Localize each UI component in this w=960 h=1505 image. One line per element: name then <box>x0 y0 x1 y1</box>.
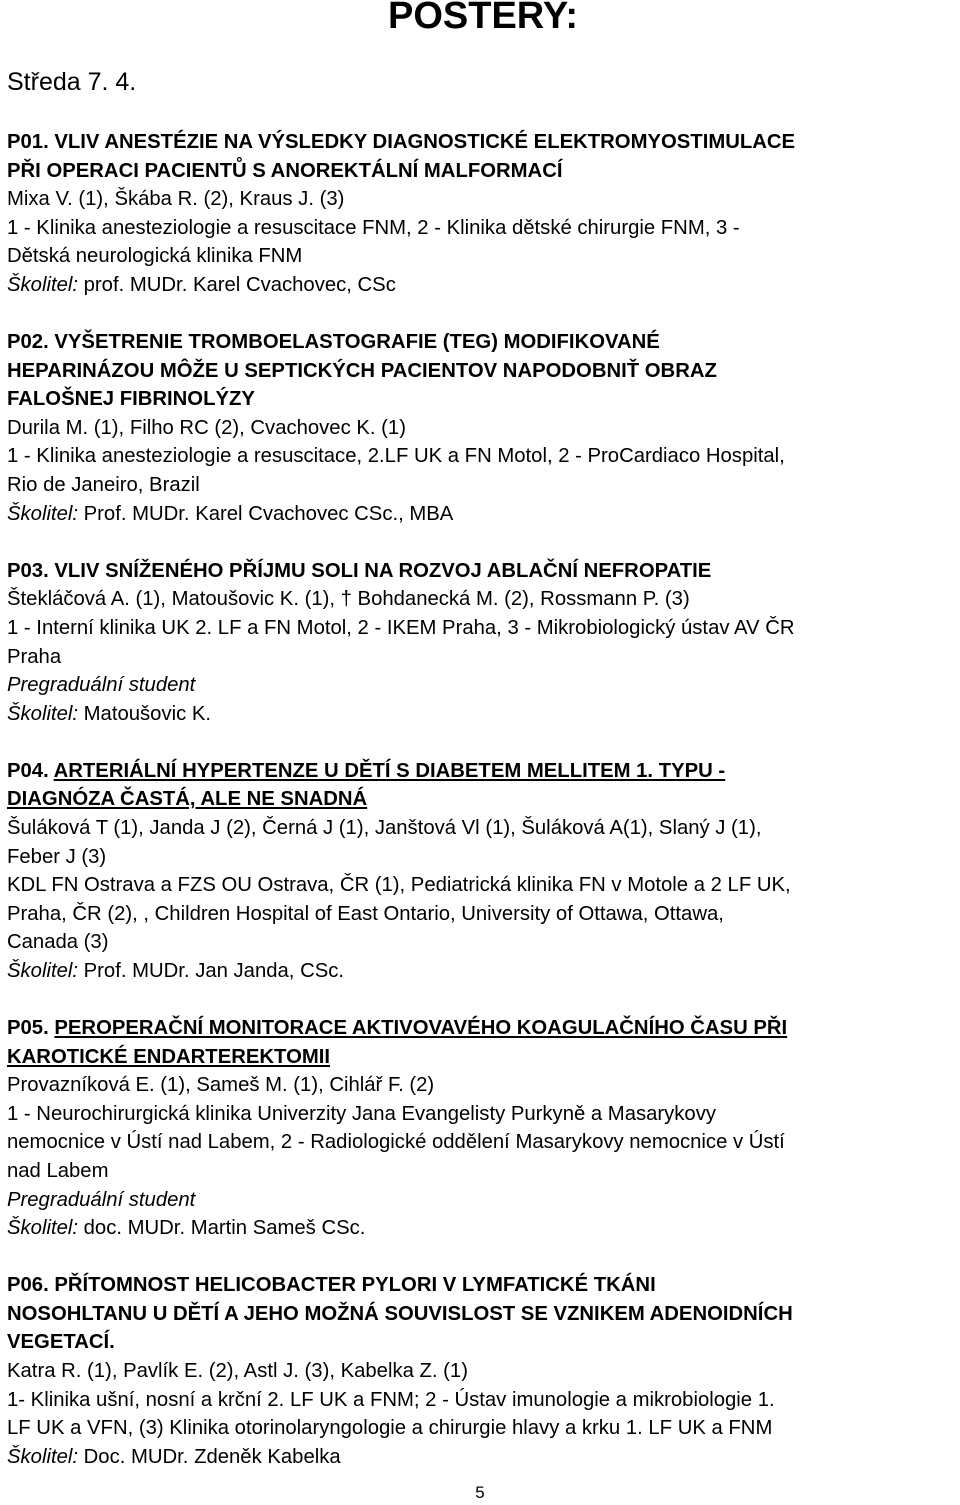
supervisor-name: Prof. MUDr. Karel Cvachovec CSc., MBA <box>78 502 454 525</box>
poster-code: P03. <box>7 559 49 582</box>
poster-title <box>7 757 957 814</box>
poster-supervisor <box>7 957 957 986</box>
poster-title-line: VLIV ANESTÉZIE NA VÝSLEDKY DIAGNOSTICKÉ ELEKTROMYOSTIMULACE <box>54 131 796 153</box>
poster-title <box>7 1271 957 1357</box>
supervisor-name: prof. MUDr. Karel Cvachovec, CSc <box>78 273 396 296</box>
dagger-icon: † <box>340 588 352 611</box>
poster-affiliation-line: Praha <box>7 645 62 668</box>
poster-affiliation-line: LF UK a VFN, (3) Klinika otorinolaryngologie a chirurgie hlavy a krku 1. LF UK a FNM <box>7 1417 773 1440</box>
poster-title-line: KAROTICKÉ ENDARTEREKTOMII <box>7 1045 331 1068</box>
poster-p05 <box>7 1014 957 1243</box>
supervisor-label: Školitel: <box>7 273 79 296</box>
page-number: 5 <box>475 1483 485 1502</box>
supervisor-label: Školitel: <box>7 702 79 725</box>
poster-title <box>7 557 957 586</box>
poster-affiliation-line: 1- Klinika ušní, nosní a krční 2. LF UK a FNM; 2 - Ústav imunologie a mikrobiologie 1. <box>7 1388 775 1411</box>
poster-title-line: ARTERIÁLNÍ HYPERTENZE U DĚTÍ S DIABETEM MELLITEM 1. TYPU - <box>53 759 726 782</box>
poster-affiliation-line: Rio de Janeiro, Brazil <box>7 474 200 497</box>
poster-list <box>7 128 957 1500</box>
poster-authors: Feber J (3) <box>7 845 107 868</box>
poster-title-line: VLIV SNÍŽENÉHO PŘÍJMU SOLI NA ROZVOJ ABLAČNÍ NEFROPATIE <box>54 559 712 582</box>
poster-title <box>7 128 957 185</box>
poster-code: P05. <box>7 1017 49 1040</box>
poster-title-line: PEROPERAČNÍ MONITORACE AKTIVOVAVÉHO KOAGULAČNÍHO ČASU PŘI <box>54 1017 788 1040</box>
poster-code: P01. <box>7 131 49 153</box>
poster-supervisor <box>7 1214 957 1243</box>
poster-supervisor <box>7 1443 957 1472</box>
poster-affiliation-line: 1 - Neurochirurgická klinika Univerzity Jana Evangelisty Purkyně a Masarykovy <box>7 1102 716 1125</box>
authors-part: Štekláčová A. (1), Matoušovic K. (1), <box>7 588 341 611</box>
poster-affiliation-line: nemocnice v Ústí nad Labem, 2 - Radiologické oddělení Masarykovy nemocnice v Ústí <box>7 1131 785 1154</box>
poster-authors: Durila M. (1), Filho RC (2), Cvachovec K. (1) <box>7 416 406 439</box>
poster-student-type: Pregraduální student <box>7 674 196 697</box>
poster-authors: Šuláková T (1), Janda J (2), Černá J (1), Janštová Vl (1), Šuláková A(1), Slaný J (1), <box>7 816 762 839</box>
poster-student-type: Pregraduální student <box>7 1188 196 1211</box>
poster-title-line: DIAGNÓZA ČASTÁ, ALE NE SNADNÁ <box>7 788 368 811</box>
poster-title-line: NOSOHLTANU U DĚTÍ A JEHO MOŽNÁ SOUVISLOST SE VZNIKEM ADENOIDNÍCH <box>7 1302 793 1325</box>
poster-p06 <box>7 1271 957 1471</box>
poster-affiliation-line: 1 - Klinika anesteziologie a resuscitace, 2.LF UK a FN Motol, 2 - ProCardiaco Hospital, <box>7 445 785 468</box>
supervisor-label: Školitel: <box>7 502 79 525</box>
poster-affiliation-line: Praha, ČR (2), , Children Hospital of East Ontario, University of Ottawa, Ottawa, <box>7 902 724 925</box>
poster-supervisor <box>7 500 957 529</box>
poster-authors <box>7 585 957 614</box>
poster-affiliation-line: 1 - Interní klinika UK 2. LF a FN Motol, 2 - IKEM Praha, 3 - Mikrobiologický ústav AV ČR <box>7 616 795 639</box>
supervisor-name: Doc. MUDr. Zdeněk Kabelka <box>78 1445 341 1468</box>
poster-affiliation-line: 1 - Klinika anesteziologie a resuscitace FNM, 2 - Klinika dětské chirurgie FNM, 3 - <box>7 216 740 239</box>
poster-affiliation-line: KDL FN Ostrava a FZS OU Ostrava, ČR (1), Pediatrická klinika FN v Motole a 2 LF UK, <box>7 874 791 897</box>
supervisor-name: doc. MUDr. Martin Sameš CSc. <box>78 1217 366 1240</box>
page-title: POSTERY: <box>388 0 579 37</box>
poster-code: P06. <box>7 1274 49 1297</box>
authors-part: Bohdanecká M. (2), Rossmann P. (3) <box>351 588 690 611</box>
supervisor-label: Školitel: <box>7 1217 79 1240</box>
poster-p04 <box>7 757 957 986</box>
poster-authors: Mixa V. (1), Škába R. (2), Kraus J. (3) <box>7 188 345 211</box>
poster-title-line: HEPARINÁZOU MÔŽE U SEPTICKÝCH PACIENTOV NAPODOBNIŤ OBRAZ <box>7 359 717 382</box>
poster-title <box>7 1014 957 1071</box>
poster-supervisor <box>7 700 957 729</box>
poster-code: P02. <box>7 331 49 354</box>
poster-p02 <box>7 328 957 528</box>
supervisor-label: Školitel: <box>7 1445 79 1468</box>
poster-supervisor <box>7 271 957 300</box>
supervisor-name: Matoušovic K. <box>78 702 212 725</box>
poster-affiliation-line: nad Labem <box>7 1160 109 1182</box>
supervisor-label: Školitel: <box>7 959 79 982</box>
poster-p03 <box>7 557 957 729</box>
poster-title-line: PŘI OPERACI PACIENTŮ S ANOREKTÁLNÍ MALFORMACÍ <box>7 159 563 182</box>
poster-title-line: PŘÍTOMNOST HELICOBACTER PYLORI V LYMFATICKÉ TKÁNI <box>54 1274 656 1297</box>
poster-authors: Provazníková E. (1), Sameš M. (1), Cihlář F. (2) <box>7 1074 435 1097</box>
poster-affiliation-line: Canada (3) <box>7 931 109 954</box>
supervisor-name: Prof. MUDr. Jan Janda, CSc. <box>78 959 345 982</box>
poster-affiliation-line: Dětská neurologická klinika FNM <box>7 245 303 268</box>
poster-code: P04. <box>7 759 49 782</box>
poster-title-line: FALOŠNEJ FIBRINOLÝZY <box>7 388 255 411</box>
day-heading: Středa 7. 4. <box>7 68 137 96</box>
poster-p01 <box>7 128 957 300</box>
poster-title-line: VEGETACÍ. <box>7 1331 115 1354</box>
poster-title-line: VYŠETRENIE TROMBOELASTOGRAFIE (TEG) MODIFIKOVANÉ <box>54 331 660 354</box>
poster-authors: Katra R. (1), Pavlík E. (2), Astl J. (3), Kabelka Z. (1) <box>7 1360 468 1383</box>
poster-title <box>7 328 957 414</box>
